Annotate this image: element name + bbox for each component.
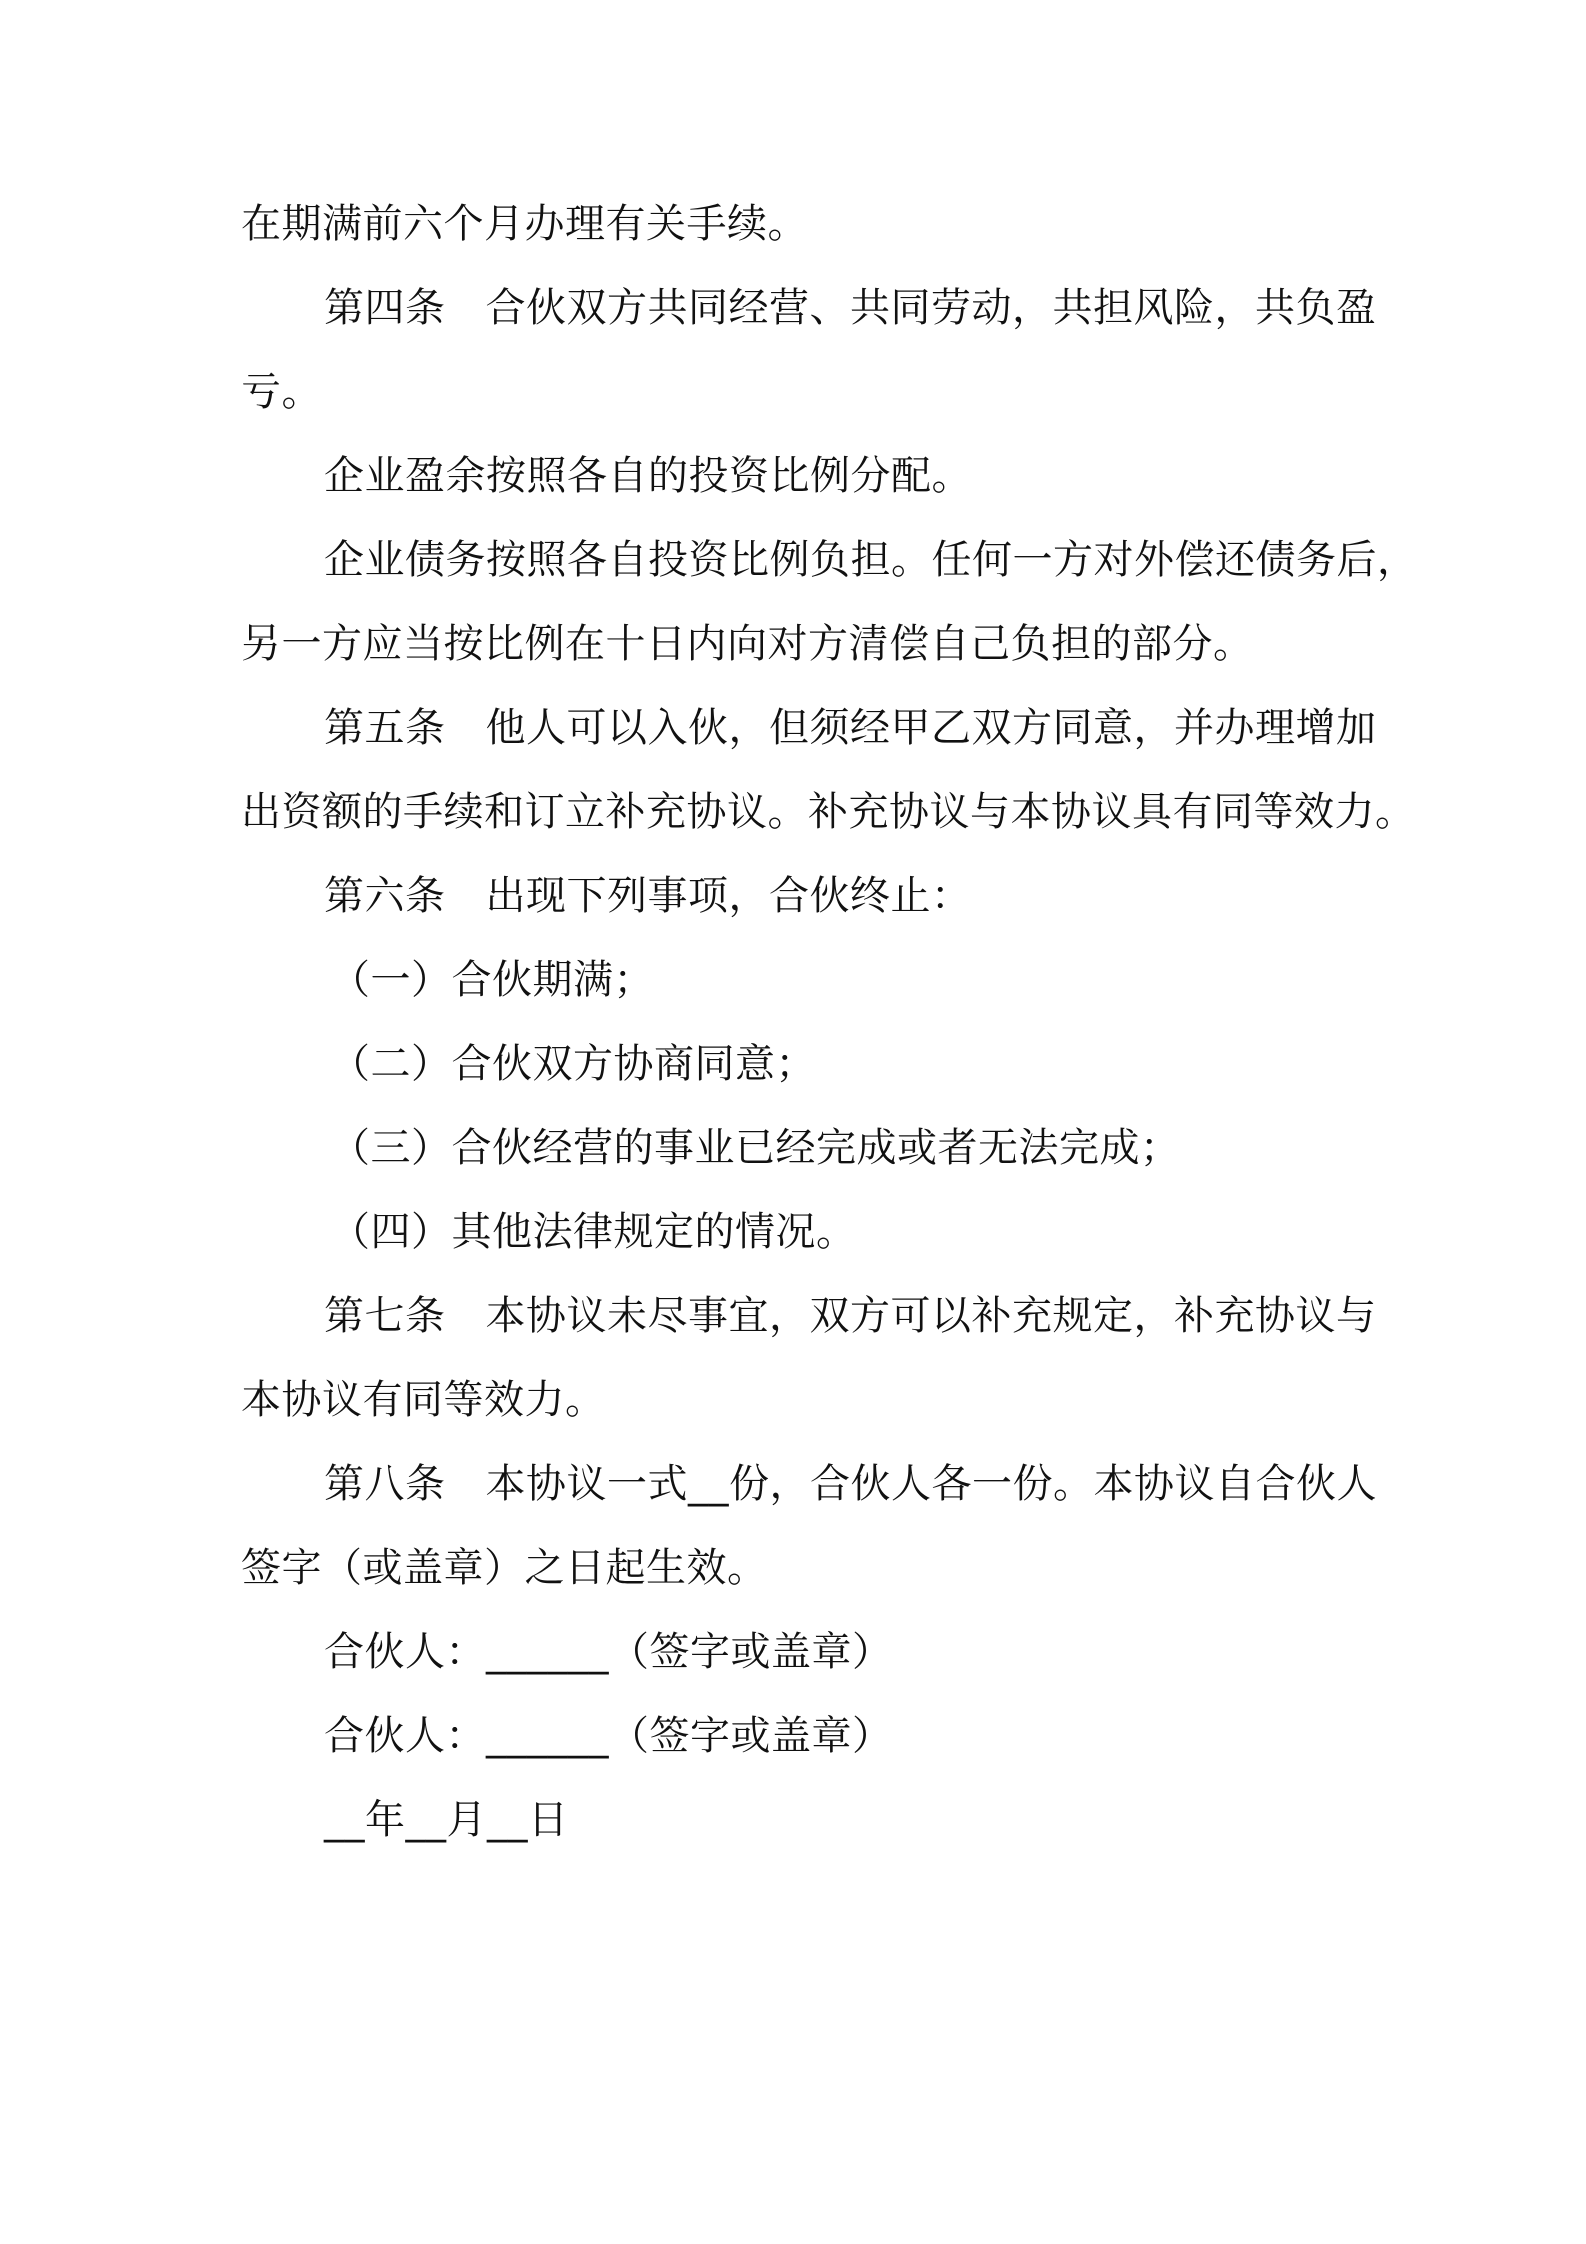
article-text: 本协议一式__份，合伙人各一份。本协议自合伙人 bbox=[485, 1461, 1377, 1507]
paragraph-line bbox=[241, 616, 1254, 672]
signature-text: 合伙人：______（签字或盖章） bbox=[324, 1713, 893, 1759]
article-7-line bbox=[324, 1288, 1377, 1344]
paragraph-text: 本协议有同等效力。 bbox=[241, 1377, 606, 1423]
list-item bbox=[330, 1120, 1181, 1176]
paragraph-text: 在期满前六个月办理有关手续。 bbox=[241, 201, 808, 247]
date-line bbox=[324, 1792, 569, 1848]
article-text: 本协议未尽事宜，双方可以补充规定，补充协议与 bbox=[485, 1293, 1377, 1339]
paragraph-line bbox=[324, 532, 1418, 588]
list-item-text: （三）合伙经营的事业已经完成或者无法完成； bbox=[330, 1125, 1181, 1171]
paragraph-text: 企业债务按照各自投资比例负担。任何一方对外偿还债务后， bbox=[324, 537, 1418, 583]
article-text: 他人可以入伙，但须经甲乙双方同意，并办理增加 bbox=[485, 705, 1377, 751]
article-number: 第六条 bbox=[324, 873, 446, 919]
article-8-line bbox=[324, 1456, 1377, 1512]
list-item-text: （一）合伙期满； bbox=[330, 957, 654, 1003]
article-number: 第四条 bbox=[324, 285, 446, 331]
list-item bbox=[330, 952, 654, 1008]
paragraph-text: 亏。 bbox=[241, 369, 322, 415]
paragraph-text: 签字（或盖章）之日起生效。 bbox=[241, 1545, 768, 1591]
signature-line bbox=[324, 1624, 893, 1680]
paragraph-line bbox=[241, 196, 808, 252]
article-5-line bbox=[324, 700, 1377, 756]
article-number: 第五条 bbox=[324, 705, 446, 751]
paragraph-line bbox=[241, 1372, 606, 1428]
article-6-line bbox=[324, 868, 972, 924]
list-item bbox=[330, 1204, 857, 1260]
date-text: __年__月__日 bbox=[324, 1797, 569, 1843]
article-text: 合伙双方共同经营、共同劳动，共担风险，共负盈 bbox=[485, 285, 1377, 331]
list-item-text: （二）合伙双方协商同意； bbox=[330, 1041, 816, 1087]
paragraph-text: 企业盈余按照各自的投资比例分配。 bbox=[324, 453, 972, 499]
article-4-line bbox=[324, 280, 1377, 336]
article-number: 第七条 bbox=[324, 1293, 446, 1339]
paragraph-text: 另一方应当按比例在十日内向对方清偿自己负担的部分。 bbox=[241, 621, 1254, 667]
paragraph-line bbox=[324, 448, 972, 504]
list-item bbox=[330, 1036, 816, 1092]
paragraph-line bbox=[241, 364, 322, 420]
article-text: 出现下列事项，合伙终止： bbox=[485, 873, 972, 919]
paragraph-line bbox=[241, 784, 1416, 840]
paragraph-line bbox=[241, 1540, 768, 1596]
signature-text: 合伙人：______（签字或盖章） bbox=[324, 1629, 893, 1675]
list-item-text: （四）其他法律规定的情况。 bbox=[330, 1209, 857, 1255]
paragraph-text: 出资额的手续和订立补充协议。补充协议与本协议具有同等效力。 bbox=[241, 789, 1416, 835]
signature-line bbox=[324, 1708, 893, 1764]
article-number: 第八条 bbox=[324, 1461, 446, 1507]
